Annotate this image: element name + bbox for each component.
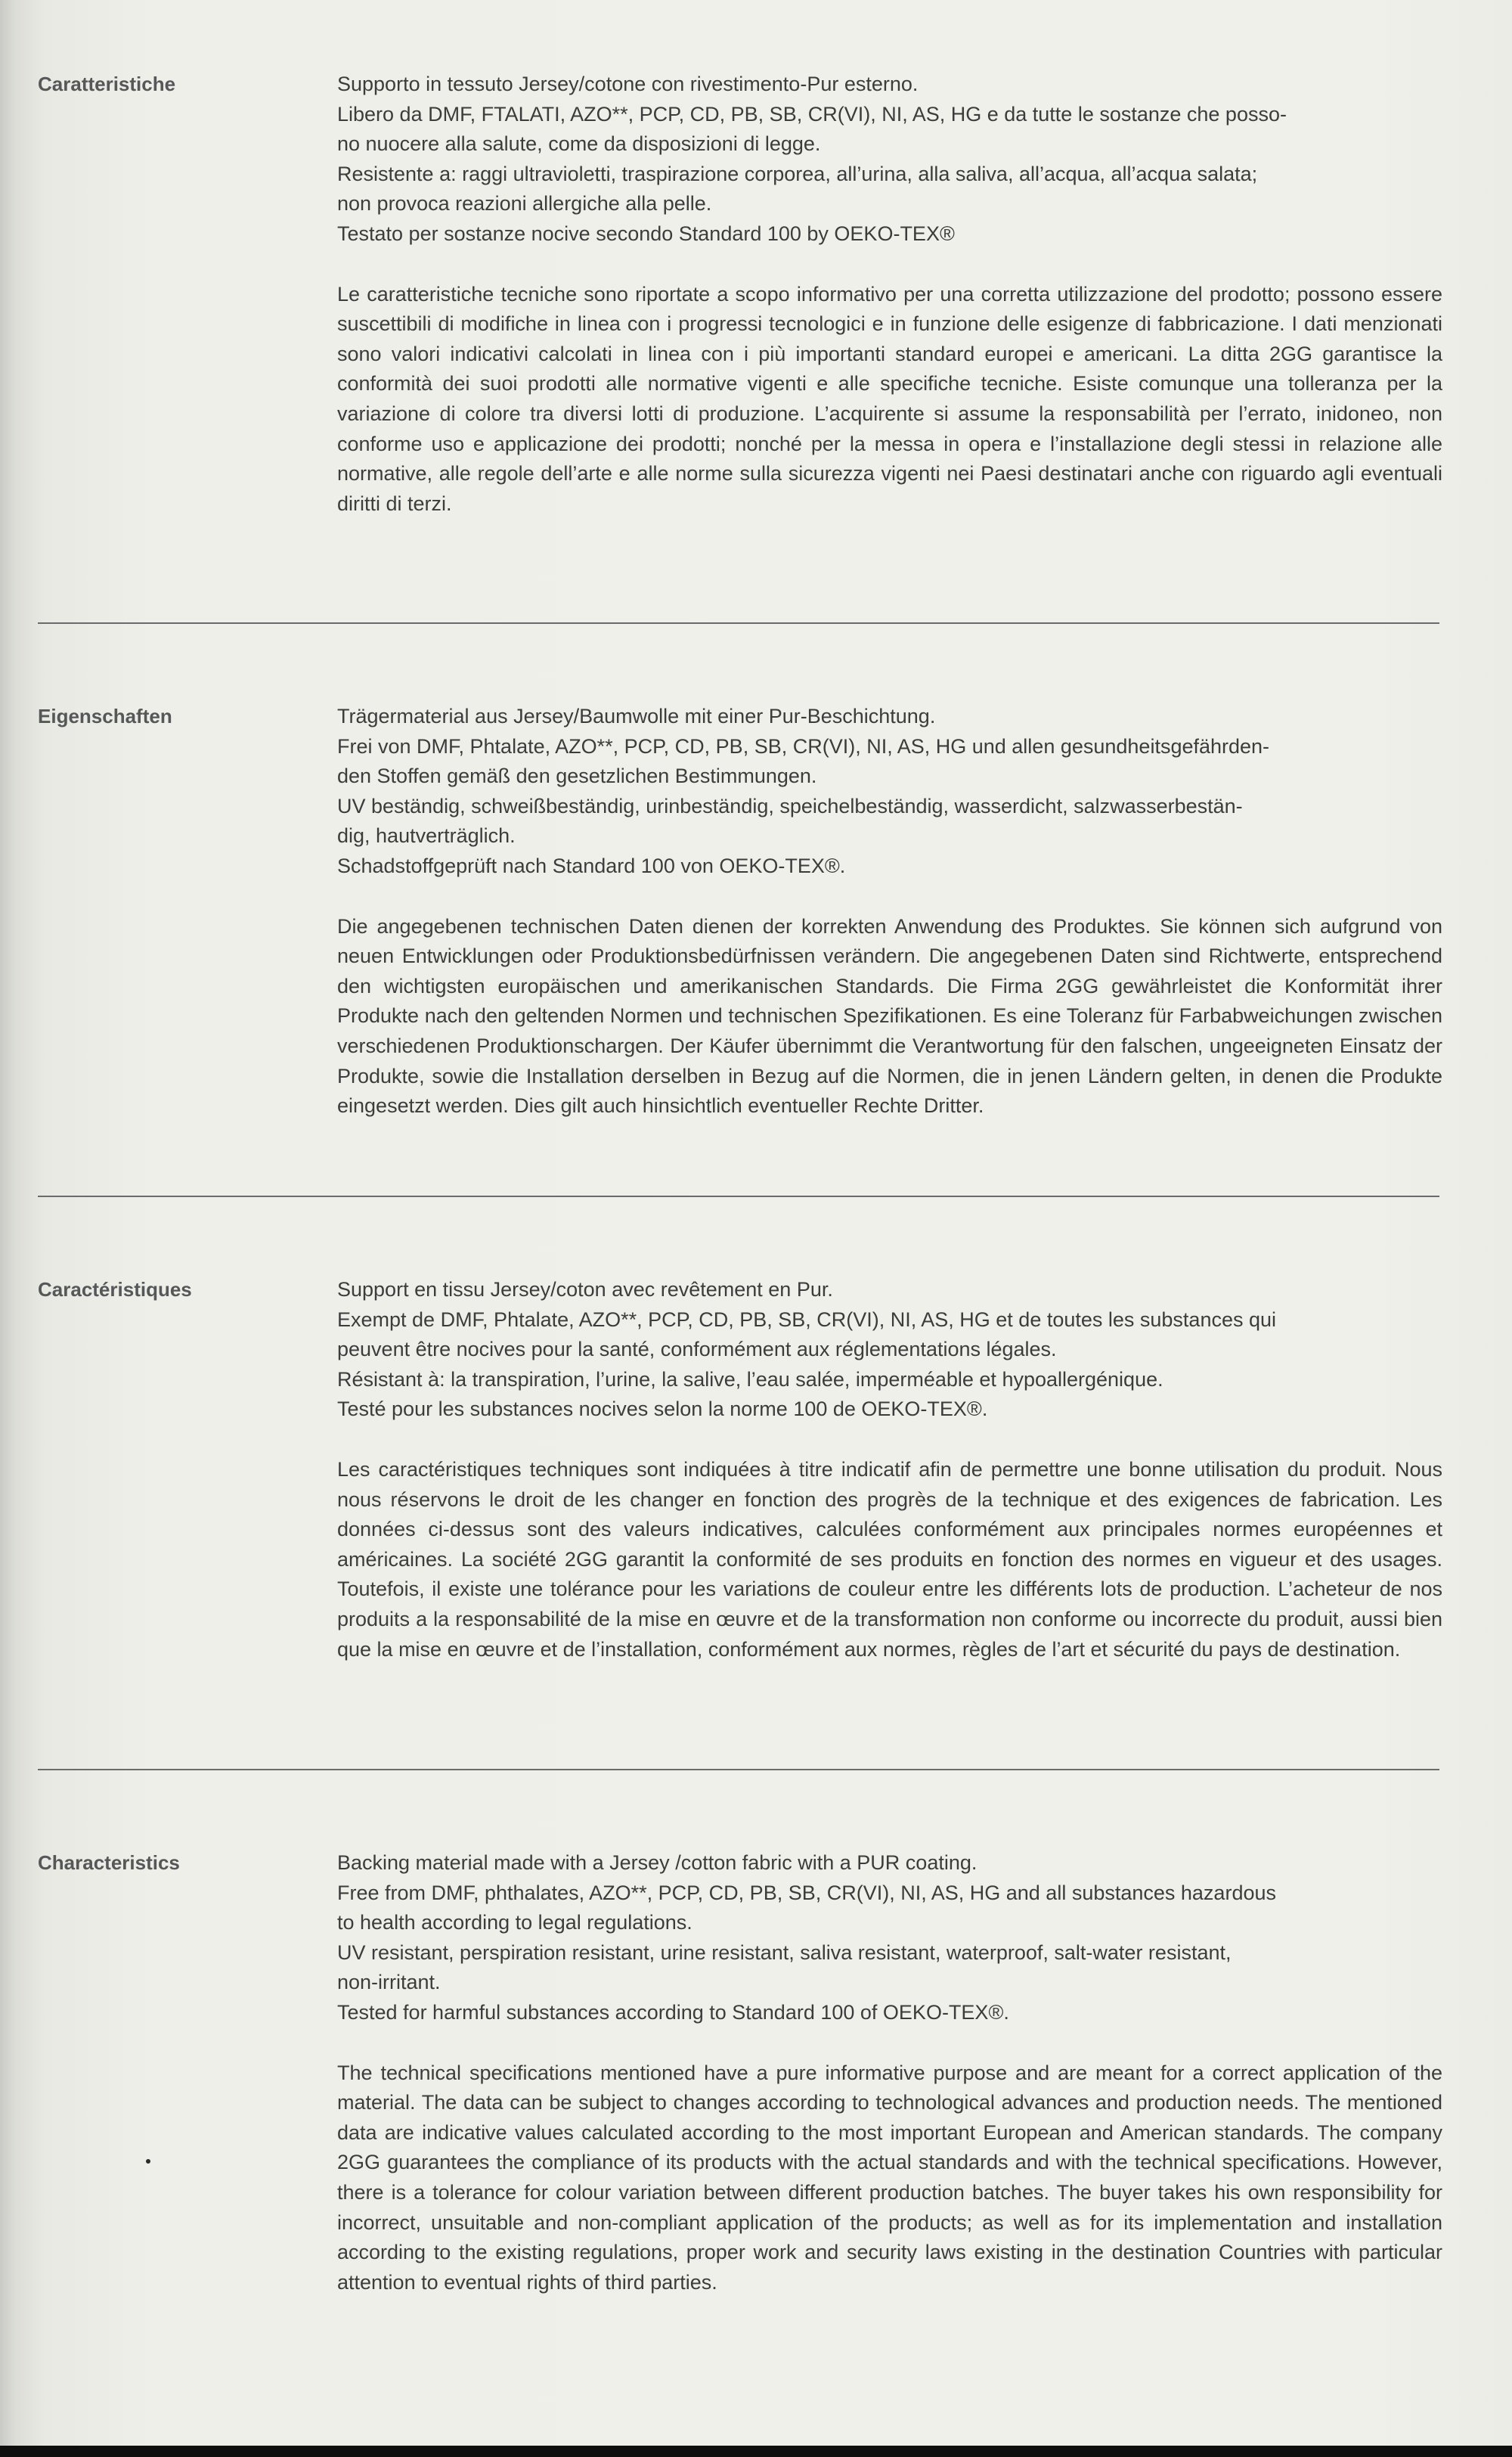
intro-line: to health according to legal regulations. — [337, 1911, 692, 1934]
intro-line: Free from DMF, phthalates, AZO**, PCP, CD, PB, SB, CR(VI), NI, AS, HG and all substances hazardous — [337, 1881, 1276, 1904]
intro-line: peuvent être nocives pour la santé, conformément aux réglementations légales. — [337, 1338, 1057, 1361]
section-label: Eigenschaften — [38, 705, 172, 727]
intro-paragraph — [337, 1848, 1442, 2028]
intro-line: no nuocere alla salute, come da disposizioni di legge. — [337, 132, 821, 156]
section-body — [337, 1275, 1442, 1664]
intro-line: Testato per sostanze nocive secondo Standard 100 by OEKO-TEX® — [337, 222, 955, 245]
body-paragraph: Les caractéristiques techniques sont indiquées à titre indicatif afin de permettre une bonne utilisation du produit. Nous nous réservons le droit de les changer en fonction des progrès de la technique et des exigences de fabrication. Les données ci-dessus sont des valeurs indicatives, calculées conformément aux principales normes européennes et américaines. La société 2GG garantit la conformité de ses produits en fonction des normes en vigueur et des usages. Toutefois, il existe une tolérance pour les variations de couleur entre les différents lots de production. L’acheteur de nos produits a la responsabilité de la mise en œuvre et de la transformation non conforme ou incorrecte du produit, aussi bien que la mise en œuvre et de l’installation, conformément aux normes, règles de l’art et sécurité du pays de destination. — [337, 1457, 1442, 1661]
scan-bottom-edge — [0, 2446, 1512, 2457]
intro-line: Backing material made with a Jersey /cotton fabric with a PUR coating. — [337, 1851, 978, 1874]
intro-line: Tested for harmful substances according to Standard 100 of OEKO-TEX®. — [337, 2000, 1009, 2024]
body-paragraph: The technical specifications mentioned have a pure informative purpose and are meant for a correct application of the material. The data can be subject to changes according to technological advances and production needs. The mentioned data are indicative values calculated according to the most important European and American standards. The company 2GG guarantees the compliance of its products with the actual standards and with the technical specifications. However, there is a tolerance for colour variation between different production batches. The buyer takes his own responsibility for incorrect, unsuitable and non-compliant application of the products; as well as for its implementation and installation according to the existing regulations, proper work and security laws existing in the destination Countries with particular attention to eventual rights of third parties. — [337, 2061, 1442, 2294]
intro-line: Testé pour les substances nocives selon la norme 100 de OEKO-TEX®. — [337, 1398, 988, 1421]
intro-line: UV resistant, perspiration resistant, urine resistant, saliva resistant, waterproof, salt-water resistant, — [337, 1940, 1232, 1964]
section-body — [337, 70, 1442, 519]
intro-paragraph — [337, 1275, 1442, 1425]
intro-line: non-irritant. — [337, 1971, 441, 1994]
intro-line: Résistant à: la transpiration, l’urine, la salive, l’eau salée, imperméable et hypoallergénique. — [337, 1367, 1163, 1391]
section-divider — [38, 1196, 1439, 1197]
intro-line: Libero da DMF, FTALATI, AZO**, PCP, CD, PB, SB, CR(VI), NI, AS, HG e da tutte le sostanze che posso- — [337, 102, 1287, 126]
body-paragraph: Die angegebenen technischen Daten dienen der korrekten Anwendung des Produktes. Sie können sich aufgrund von neuen Entwicklungen oder Produktionsbedürfnissen verändern. Die angegebenen Daten sind Richtwerte, entsprechend den wichtigsten europäischen und amerikanischen Standards. Die Firma 2GG gewährleistet die Konformität ihrer Produkte nach den geltenden Normen und technischen Spezifikationen. Es eine Toleranz für Farbabweichungen zwischen verschiedenen Produktionschargen. Der Käufer übernimmt die Verantwortung für den falschen, ungeeigneten Einsatz der Produkte, sowie die Installation derselben in Bezug auf die Normen, die in jenen Ländern gelten, in denen die Produkte eingesetzt werden. Dies gilt auch hinsichtlich eventueller Rechte Dritter. — [337, 914, 1442, 1118]
intro-line: Supporto in tessuto Jersey/cotone con rivestimento-Pur esterno. — [337, 73, 919, 95]
scan-speck — [146, 2159, 150, 2164]
intro-line: den Stoffen gemäß den gesetzlichen Bestimmungen. — [337, 765, 817, 788]
intro-line: Schadstoffgeprüft nach Standard 100 von OEKO-TEX®. — [337, 854, 846, 877]
intro-paragraph — [337, 702, 1442, 882]
intro-line: Trägermaterial aus Jersey/Baumwolle mit einer Pur-Beschichtung. — [337, 705, 936, 727]
intro-line: Support en tissu Jersey/coton avec revêtement en Pur. — [337, 1278, 833, 1301]
section-label: Caratteristiche — [38, 73, 176, 95]
section-divider — [38, 1769, 1439, 1770]
section-label: Caractéristiques — [38, 1278, 192, 1301]
intro-line: Resistente a: raggi ultravioletti, traspirazione corporea, all’urina, alla saliva, all’acqua, all’acqua salata; — [337, 162, 1258, 185]
intro-line: dig, hautverträglich. — [337, 824, 516, 848]
intro-paragraph — [337, 70, 1442, 250]
section-divider — [38, 622, 1439, 624]
section-body — [337, 1848, 1442, 2297]
section-label: Characteristics — [38, 1851, 180, 1874]
body-paragraph: Le caratteristiche tecniche sono riportate a scopo informativo per una corretta utilizzazione del prodotto; possono essere suscettibili di modifiche in linea con i progressi tecnologici e in funzione delle esigenze di fabbricazione. I dati menzionati sono valori indicativi calcolati in linea con i più importanti standard europei e americani. La ditta 2GG garantisce la conformità dei suoi prodotti alle normative vigenti e alle specifiche tecniche. Esiste comunque una tolleranza per la variazione di colore tra diversi lotti di produzione. L’acquirente si assume la responsabilità per l’errato, inidoneo, non conforme uso e applicazione dei prodotti; nonché per la messa in opera e l’installazione degli stessi in relazione alle normative, alle regole dell’arte e alle norme sulla sicurezza vigenti nei Paesi destinatari anche con riguardo agli eventuali diritti di terzi. — [337, 282, 1442, 515]
intro-line: UV beständig, schweißbeständig, urinbeständig, speichelbeständig, wasserdicht, salzwasserbestän- — [337, 794, 1243, 817]
intro-line: non provoca reazioni allergiche alla pelle. — [337, 192, 712, 216]
intro-line: Exempt de DMF, Phtalate, AZO**, PCP, CD, PB, SB, CR(VI), NI, AS, HG et de toutes les substances qui — [337, 1308, 1277, 1331]
section-body — [337, 702, 1442, 1121]
intro-line: Frei von DMF, Phtalate, AZO**, PCP, CD, PB, SB, CR(VI), NI, AS, HG und allen gesundheitsgefährden- — [337, 734, 1270, 758]
